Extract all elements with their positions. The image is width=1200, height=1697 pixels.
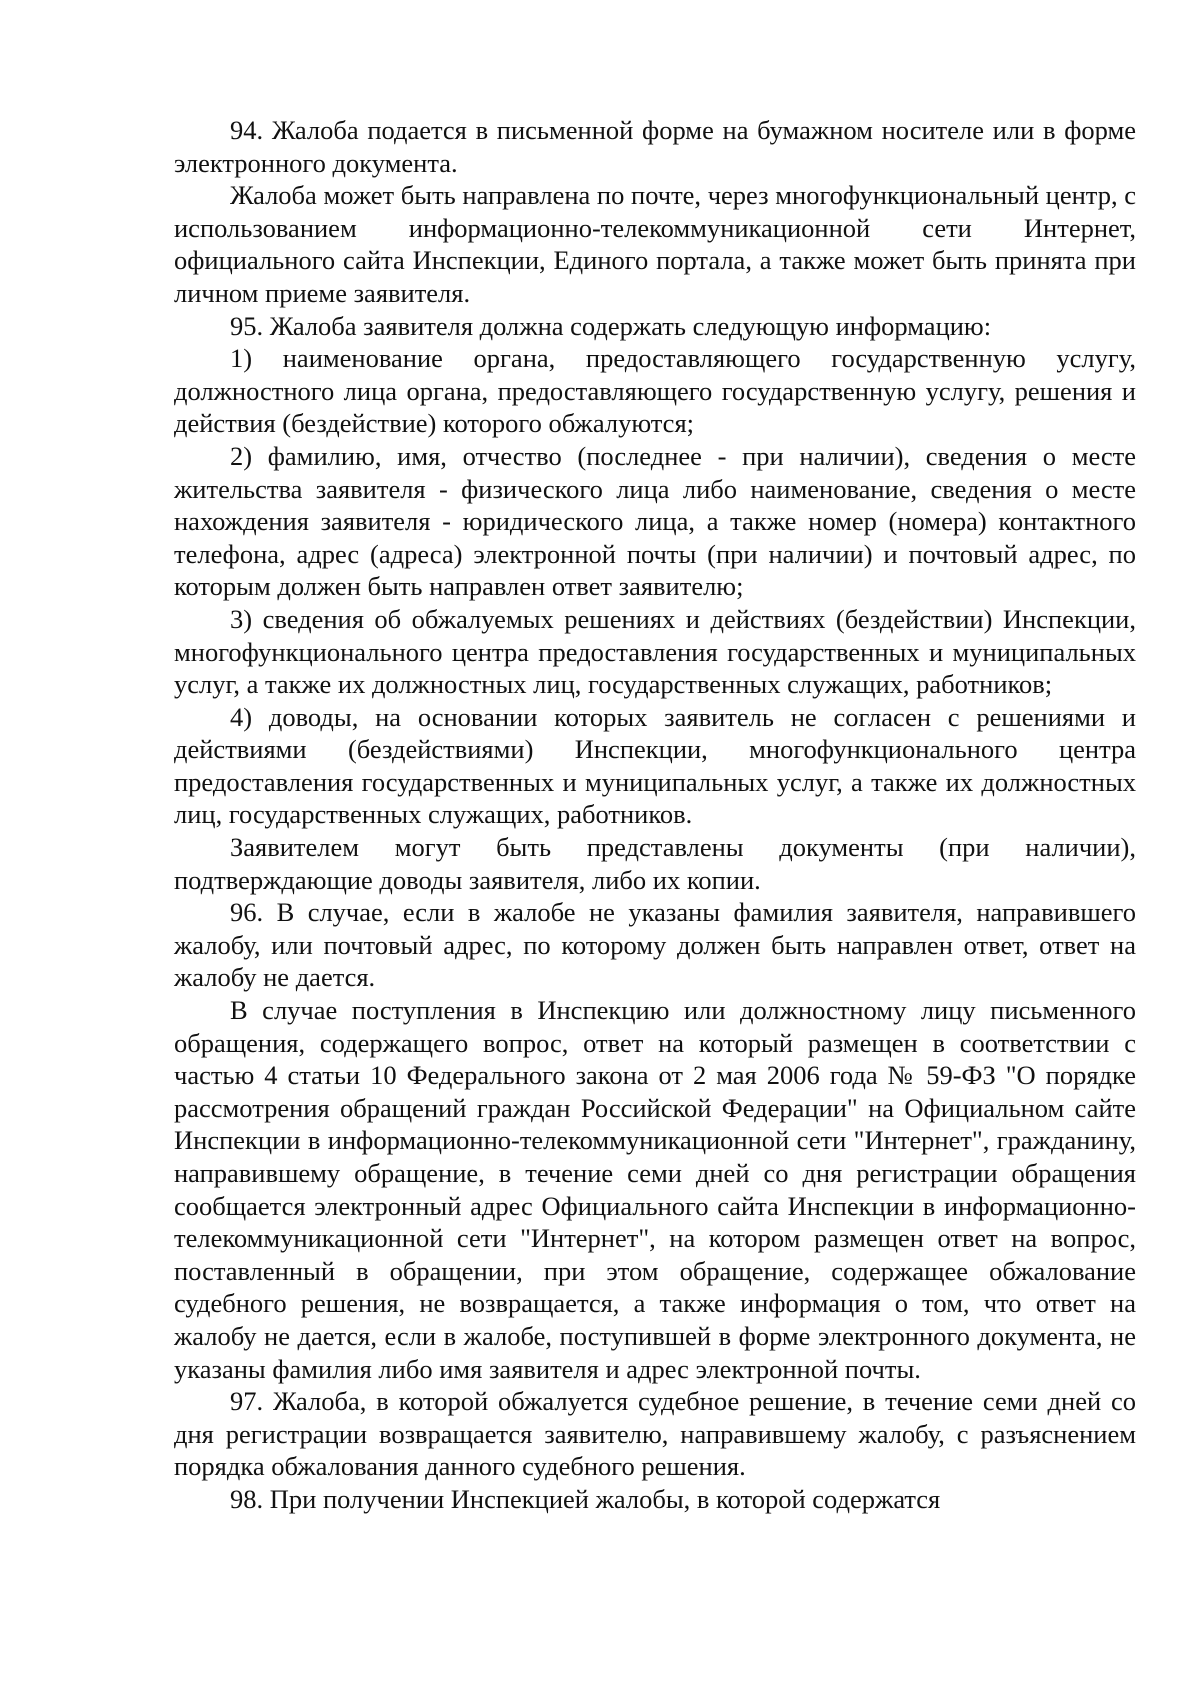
paragraph-98: 98. При получении Инспекцией жалобы, в которой содержатся [230, 1483, 941, 1514]
list-item-4: 4) доводы, на основании которых заявитель не согласен с решениями и действиями (бездействиями) Инспекции, многофункционального центра предоставления государственных и муниципальных услуг, а также их должностных лиц, государственных служащих, работников. [174, 701, 1136, 830]
paragraph-complaint-delivery: Жалоба может быть направлена по почте, через многофункциональный центр, с использованием информационно-телекоммуникационной сети Интернет, официального сайта Инспекции, Единого портала, а также может быть принята при личном приеме заявителя. [174, 180, 1136, 308]
paragraph-95: 95. Жалоба заявителя должна содержать следующую информацию: [230, 310, 992, 341]
list-item-3: 3) сведения об обжалуемых решениях и действиях (бездействии) Инспекции, многофункционального центра предоставления государственных и муниципальных услуг, а также их должностных лиц, государственных служащих, работников; [174, 603, 1136, 700]
paragraph-94: 94. Жалоба подается в письменной форме на бумажном носителе или в форме электронного документа. [174, 115, 1136, 178]
list-item-2: 2) фамилию, имя, отчество (последнее - при наличии), сведения о месте жительства заявителя - физического лица либо наименование, сведения о месте нахождения заявителя - юридического лица, а также номер (номера) контактного телефона, адрес (адреса) электронной почты (при наличии) и почтовый адрес, по которым должен быть направлен ответ заявителю; [174, 440, 1136, 602]
paragraph-96: 96. В случае, если в жалобе не указаны фамилия заявителя, направившего жалобу, или почтовый адрес, по которому должен быть направлен ответ, ответ на жалобу не дается. [174, 897, 1136, 993]
document-page [174, 114, 1136, 1516]
list-item-1: 1) наименование органа, предоставляющего государственную услугу, должностного лица органа, предоставляющего государственную услугу, решения и действия (бездействие) которого обжалуются; [174, 343, 1136, 439]
paragraph-97: 97. Жалоба, в которой обжалуется судебное решение, в течение семи дней со дня регистрации возвращается заявителю, направившему жалобу, с разъяснением порядка обжалования данного судебного решения. [174, 1386, 1136, 1482]
paragraph-official-site: В случае поступления в Инспекцию или должностному лицу письменного обращения, содержащего вопрос, ответ на который размещен в соответствии с частью 4 статьи 10 Федерального закона от 2 мая 2006 года № 59-ФЗ "О порядке рассмотрения обращений граждан Российской Федерации" на Официальном сайте Инспекции в информационно-телекоммуникационной сети "Интернет", гражданину, направившему обращение, в течение семи дней со дня регистрации обращения сообщается электронный адрес Официального сайта Инспекции в информационно-телекоммуникационной сети "Интернет", на котором размещен ответ на вопрос, поставленный в обращении, при этом обращение, содержащее обжалование судебного решения, не возвращается, а также информация о том, что ответ на жалобу не дается, если в жалобе, поступившей в форме электронного документа, не указаны фамилия либо имя заявителя и адрес электронной почты. [174, 995, 1136, 1384]
paragraph-documents: Заявителем могут быть представлены документы (при наличии), подтверждающие доводы заявителя, либо их копии. [174, 832, 1136, 895]
